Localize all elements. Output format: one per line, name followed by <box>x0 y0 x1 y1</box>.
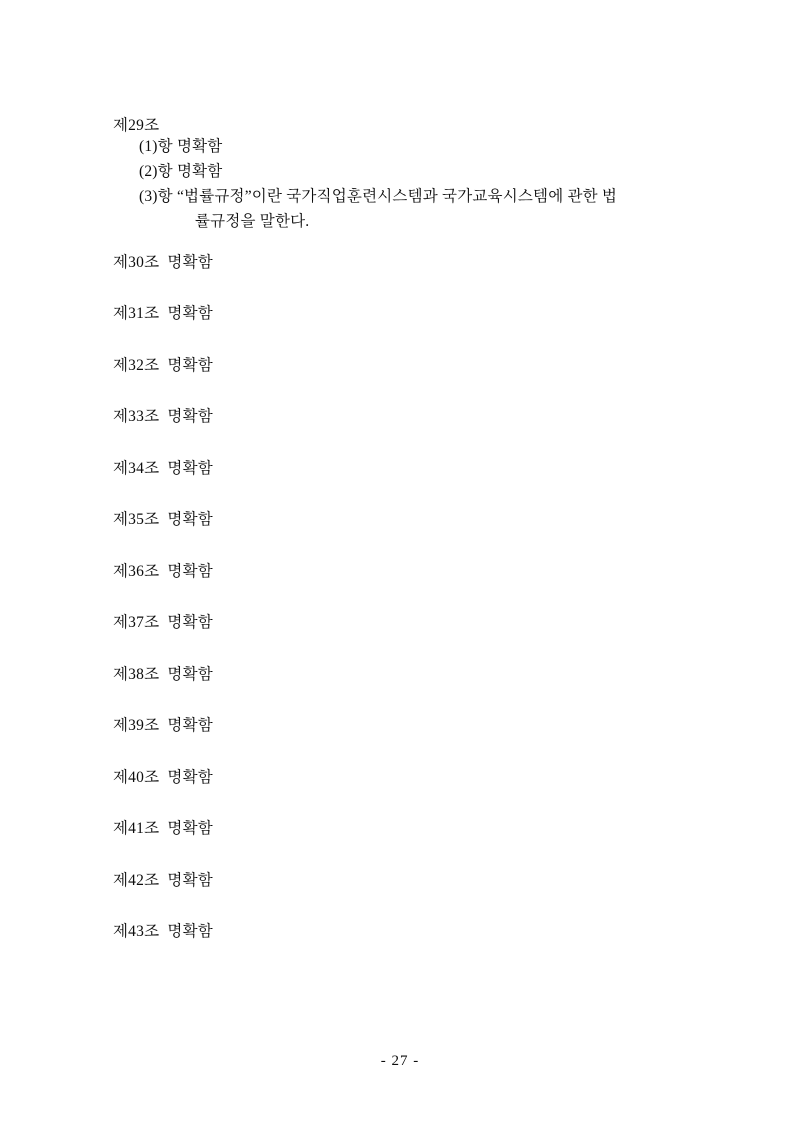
article-42: 제42조 명확함 <box>113 871 213 889</box>
article-30: 제30조 명확함 <box>113 253 213 271</box>
article-35: 제35조 명확함 <box>113 511 213 529</box>
article-33: 제33조 명확함 <box>113 408 213 426</box>
article-29-heading: 제29조 <box>113 117 160 134</box>
article-40: 제40조 명확함 <box>113 768 213 786</box>
clause-text: “법률규정”이란 국가직업훈련시스템과 국가교육시스템에 관한 법 <box>176 187 618 205</box>
article-29-block <box>113 118 700 234</box>
article-34: 제34조 명확함 <box>113 459 213 477</box>
clause-number: (2)항 <box>139 162 173 180</box>
article-32: 제32조 명확함 <box>113 356 213 374</box>
article-37: 제37조 명확함 <box>113 614 213 632</box>
clause-item <box>113 134 700 159</box>
clause-text: 명확함 <box>176 137 223 155</box>
clause-item <box>113 159 700 184</box>
article-31: 제31조 명확함 <box>113 305 213 323</box>
article-29-clause-list <box>113 134 700 234</box>
article-39: 제39조 명확함 <box>113 717 213 735</box>
article-41: 제41조 명확함 <box>113 820 213 838</box>
section-spacer <box>113 234 700 255</box>
article-36: 제36조 명확함 <box>113 562 213 580</box>
clause-item <box>113 184 700 234</box>
page-number: - 27 - <box>380 1053 420 1069</box>
article-43: 제43조 명확함 <box>113 923 213 941</box>
article-38: 제38조 명확함 <box>113 665 213 683</box>
clause-number: (1)항 <box>139 137 173 155</box>
clause-number: (3)항 <box>139 187 173 205</box>
clause-text-continuation: 률규정을 말한다. <box>195 212 310 230</box>
clause-text: 명확함 <box>176 162 223 180</box>
